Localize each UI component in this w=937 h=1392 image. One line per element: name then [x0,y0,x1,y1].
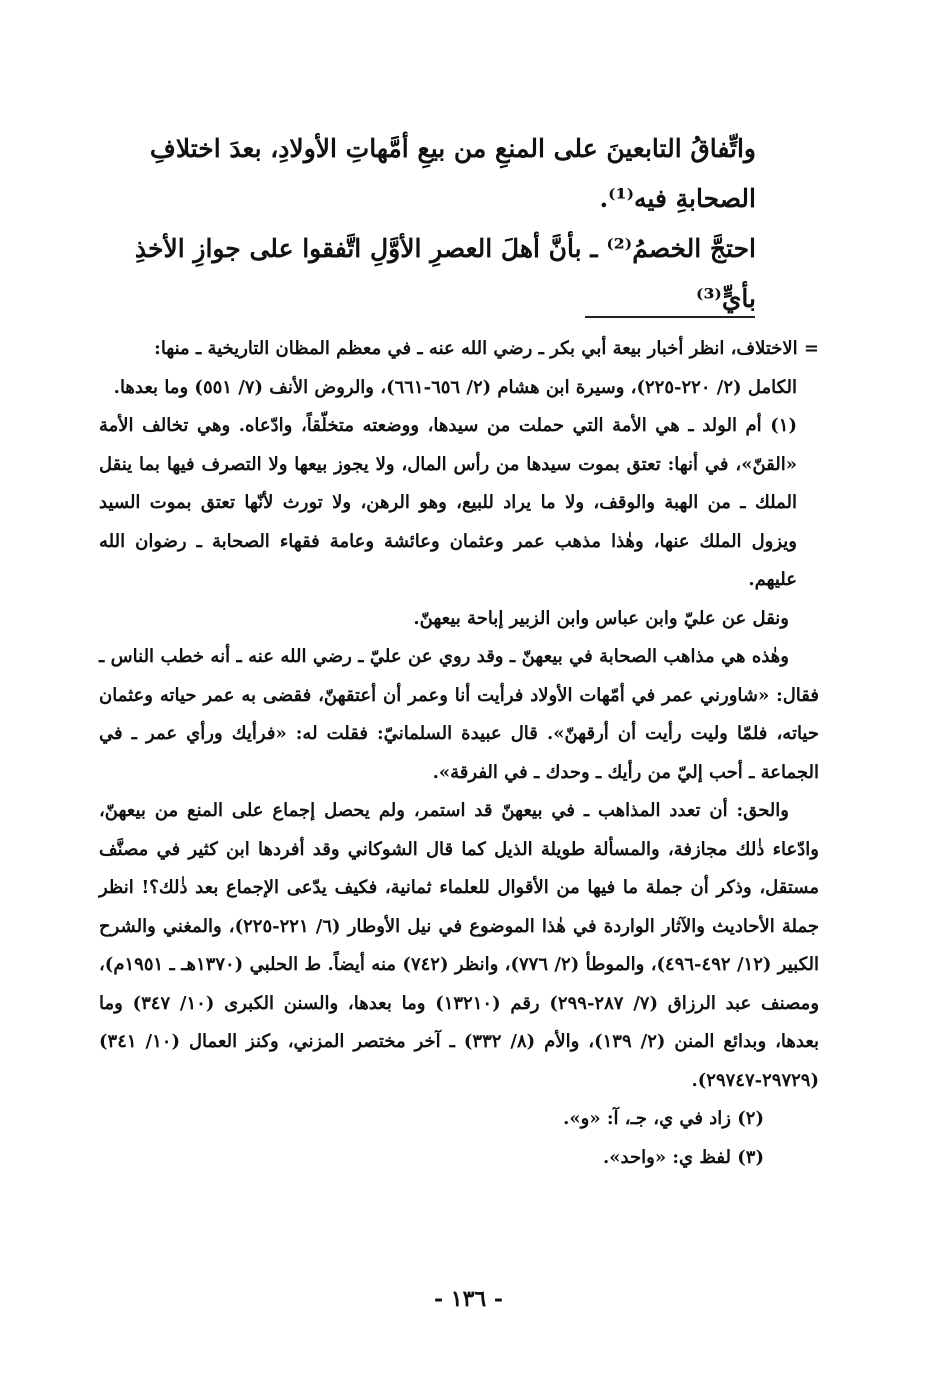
footnote-separator [585,316,755,318]
main-paragraph-2: احتجَّ الخصمُ⁽²⁾ ـ بأنَّ أهلَ العصرِ الأوَّلِ اتَّفقوا على جوازِ الأخذِ بأيٍّ⁽³⁾ [134,234,756,313]
footnote-3: (٣) لفظ ي: «واحد». [603,1146,764,1168]
footnote-2: (٢) زاد في ي، جـ، آ: «و». [563,1108,764,1129]
footnote-continuation-2: الكامل (٢/ ٢٢٠-٢٢٥)، وسيرة ابن هشام (٢/ ٦٥٦-٦٦١)، والروض الأنف (٧/ ٥٥١) وما بعدها. [113,376,797,398]
footnote-1-paragraph-2: ونقل عن عليّ وابن عباس وابن الزبير إباحة بيعهنّ. [413,607,789,629]
main-text [100,124,756,324]
footnote-1-paragraph-1: (١) أم الولد ـ هي الأمة التي حملت من سيدها، ووضعته متخلّقاً، وادّعاه. وهي تخالف الأمة «القنّ»، في أنها: تعتق بموت سيدها من رأس المال، ولا يجوز بيعها ولا التصرف فيها بما ينقل الملك ـ من الهبة والوقف، ولا ما يراد للبيع، وهو الرهن، ولا تورث لأنّها تعتق بموت السيد ويزول الملك عنها، وهٰذا مذهب عمر وعثمان وعائشة وعامة فقهاء الصحابة ـ رضوان الله عليهم. [99,415,797,590]
footnote-continuation-1: = الاختلاف، انظر أخبار بيعة أبي بكر ـ رضي الله عنه ـ في معظم المظان التاريخية ـ منها: [154,338,819,359]
page-number: - ١٣٦ - [433,1286,504,1312]
footnotes [99,330,819,1177]
footnote-1-paragraph-3: وهٰذه هي مذاهب الصحابة في بيعهنّ ـ وقد روي عن عليّ ـ رضي الله عنه ـ أنه خطب الناس ـ فقال: «شاورني عمر في أمّهات الأولاد فرأيت أنا وعمر أن أعتقهنّ، فقضى به عمر حياته وعثمان حياته، فلمّا وليت رأيت أن أرقهنّ». قال عبيدة السلمانيّ: فقلت له: «فرأيك ورأي عمر ـ في الجماعة ـ أحب إليّ من رأيك ـ وحدك ـ في الفرقة». [99,646,819,783]
footnote-1-paragraph-4: والحق: أن تعدد المذاهب ـ في بيعهنّ قد استمر، ولم يحصل إجماع على المنع من بيعهنّ، وادّعاء ذٰلك مجازفة، والمسألة طويلة الذيل كما قال الشوكاني وقد أفردها ابن كثير في مصنَّف مستقل، وذكر أن جملة ما فيها من الأقوال للعلماء ثمانية، فكيف يدّعى الإجماع بعد ذٰلك؟! انظر جملة الأحاديث والآثار الواردة في هٰذا الموضوع في نيل الأوطار (٦/ ٢٢١-٢٢٥)، والمغني والشرح الكبير (١٢/ ٤٩٢-٤٩٦)، والموطأ (٢/ ٧٧٦)، وانظر (٧٤٢) منه أيضاً. ط الحلبي (١٣٧٠هـ ـ ١٩٥١م)، ومصنف عبد الرزاق (٧/ ٢٨٧-٢٩٩) رقم (١٣٢١٠) وما بعدها، والسنن الكبرى (١٠/ ٣٤٧) وما بعدها، وبدائع المنن (٢/ ١٣٩)، والأم (٨/ ٣٣٢) ـ آخر مختصر المزني، وكنز العمال (١٠/ ٣٤١) (٢٩٧٢٩-٢٩٧٤٧). [99,800,820,1091]
main-paragraph-1: واتِّفاقُ التابعينَ على المنعِ من بيعِ أمَّهاتِ الأولادِ، بعدَ اختلافِ الصحابةِ فيه⁽¹⁾. [149,134,756,213]
